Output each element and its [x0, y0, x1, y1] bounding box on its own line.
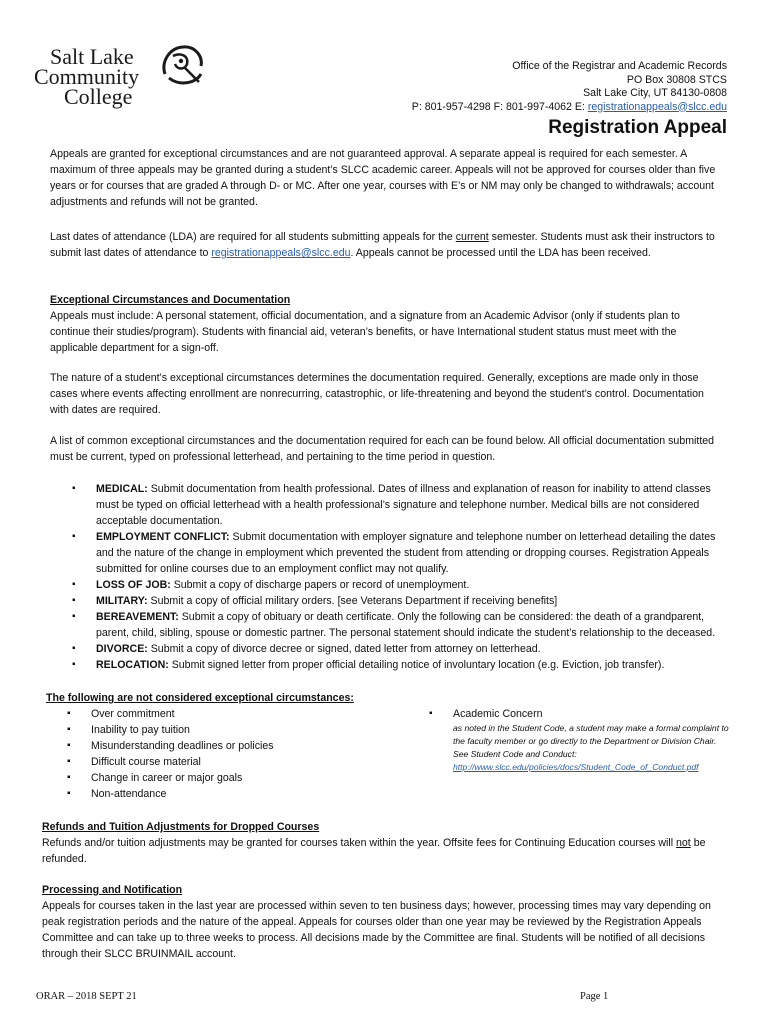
list-item: ▪ Non-attendance [67, 786, 367, 802]
circumstance-label: LOSS OF JOB: [96, 579, 171, 591]
college-emblem-icon [159, 44, 205, 88]
circumstances-list [72, 481, 720, 673]
office-contact [412, 101, 727, 115]
refunds-section [42, 819, 722, 867]
list-intro-paragraph: A list of common exceptional circumstances and the documentation required for each can be found below. All official documentation submitted must be current, typed on professional letterhead, and pertaining to the time period in question. [50, 435, 715, 463]
lda-paragraph [50, 229, 720, 261]
list-item: ▪ Inability to pay tuition [67, 722, 367, 738]
list-item: ▪ Change in career or major goals [67, 770, 367, 786]
logo-line-3: College [64, 84, 133, 109]
academic-concern-list [429, 706, 729, 722]
list-item [72, 657, 720, 673]
circumstance-text: Submit documentation from health professional. Dates of illness and explanation of reason for inability to attend classes must be typed on official letterhead with a health professional’s signature and telephone number. Medical bills are not considered acceptable documentation. [96, 483, 711, 527]
circumstance-text: Submit documentation with employer signature and telephone number on letterhead detailing the dates and the nature of the change in employment which prevented the student from attending or dropping courses. Registration Appeals submitted for online courses due to an employment conflict may not qualify. [96, 531, 716, 575]
footer-page-number: Page 1 [580, 991, 609, 1002]
student-code-link[interactable]: http://www.slcc.edu/policies/docs/Student_Code_of_Conduct.pdf [453, 762, 699, 772]
list-item: ▪ Difficult course material [67, 754, 367, 770]
refunds-text-1: Refunds and/or tuition adjustments may be granted for courses taken within the year. Offsite fees for Continuing Education courses will [42, 837, 677, 849]
processing-heading: Processing and Notification [42, 884, 183, 896]
circumstance-text: Submit signed letter from proper official detailing notice of involuntary location (e.g. Eviction, job transfer). [168, 659, 665, 671]
logo-line-2: Community [34, 64, 140, 89]
office-box: PO Box 30808 STCS [626, 73, 727, 86]
circumstance-label: EMPLOYMENT CONFLICT: [96, 531, 230, 543]
circumstance-label: MILITARY: [96, 595, 148, 607]
office-city: Salt Lake City, UT 84130-0808 [583, 87, 727, 99]
processing-section [42, 882, 722, 962]
office-phone-fax: P: 801-957-4298 F: 801-997-4062 E: [411, 100, 588, 113]
lda-current: current [455, 231, 489, 243]
not-considered-heading: The following are not considered exceptional circumstances: [46, 692, 354, 704]
footer-revision: ORAR – 2018 SEPT 21 [36, 991, 137, 1002]
circumstance-label: DIVORCE: [96, 643, 148, 655]
academic-concern-block [429, 706, 729, 774]
list-item [72, 529, 720, 577]
lda-email-link[interactable]: registrationappeals@slcc.edu [211, 247, 351, 259]
refunds-text-2: be refunded. [42, 837, 706, 865]
office-email-link[interactable]: registrationappeals@slcc.edu [587, 100, 727, 113]
exceptional-body: Appeals must include: A personal statement, official documentation, and a signature from an Academic Advisor (only if students plan to continue their studies/program). Students with financial aid, veteran’s benefits, or have International student status must meet with the applicable department for a sign-off. [50, 310, 680, 354]
list-item: ▪ Over commitment [67, 706, 367, 722]
list-item [72, 577, 720, 593]
list-item [72, 641, 720, 657]
lda-text-2: semester. Students must ask their instructors to submit last dates of attendance to [50, 231, 715, 259]
exceptional-section [50, 292, 720, 356]
office-address [412, 60, 727, 114]
intro-paragraph: Appeals are granted for exceptional circumstances and are not guaranteed approval. A separate appeal is required for each semester. A maximum of three appeals may be granted during a student’s SLCC academic career. Appeals will not be approved for courses older than five years or for courses that are graded A through D- or MC. After one year, courses with E’s or NM may only be changed to withdrawals; account adjustments and refunds will not be granted. [50, 148, 716, 208]
office-name: Office of the Registrar and Academic Records [512, 60, 727, 72]
not-considered-list [67, 706, 367, 802]
refunds-not: not [676, 837, 691, 849]
college-logo [34, 44, 214, 116]
circumstance-text: Submit a copy of official military orders. [see Veterans Department if receiving benefits] [147, 595, 558, 607]
circumstance-text: Submit a copy of discharge papers or record of unemployment. [170, 579, 470, 591]
circumstance-text: Submit a copy of divorce decree or signed, dated letter from attorney on letterhead. [147, 643, 541, 655]
page-title: Registration Appeal [548, 117, 727, 138]
academic-concern-note [429, 722, 729, 774]
lda-text-3: . Appeals cannot be processed until the LDA has been received. [350, 247, 651, 259]
processing-body: Appeals for courses taken in the last year are processed within seven to ten business days; however, processing times may vary depending on peak registration periods and the nature of the appeal. Appeals for courses older than one year may be reviewed by the Registration Appeals Committee and can take up to three weeks to process. All decisions made by the Committee are final. Students will be notified of all decisions through their SLCC BRUINMAIL account. [42, 900, 711, 960]
lda-text-1: Last dates of attendance (LDA) are required for all students submitting appeals for the [50, 231, 456, 243]
list-item [72, 481, 720, 529]
concern-note-text: as noted in the Student Code, a student may make a formal complaint to the faculty member or go directly to the Department or Division Chair. See Student Code and Conduct: [453, 723, 729, 759]
list-item [72, 593, 720, 609]
refunds-body [42, 835, 722, 867]
circumstance-label: RELOCATION: [96, 659, 169, 671]
exceptional-heading: Exceptional Circumstances and Documentation [50, 294, 291, 306]
list-item: ▪ Misunderstanding deadlines or policies [67, 738, 367, 754]
academic-concern-item: ▪ Academic Concern [429, 706, 729, 722]
logo-line-1: Salt Lake [50, 44, 134, 69]
refunds-heading: Refunds and Tuition Adjustments for Dropped Courses [42, 821, 320, 833]
circumstance-label: BEREAVEMENT: [96, 611, 179, 623]
circumstance-label: MEDICAL: [96, 483, 148, 495]
list-item [72, 609, 720, 641]
circumstance-text: Submit a copy of obituary or death certificate. Only the following can be considered: the death of a grandparent, parent, child, sibling, spouse or domestic partner. The personal statement should indicate the student’s relationship to the deceased. [96, 611, 716, 639]
nature-paragraph: The nature of a student’s exceptional circumstances determines the documentation required. Generally, exceptions are made only in those cases where events affecting enrollment are nonrecurring, catastrophic, or life-threatening and beyond the student’s control. Documentation with dates are required. [50, 372, 704, 416]
